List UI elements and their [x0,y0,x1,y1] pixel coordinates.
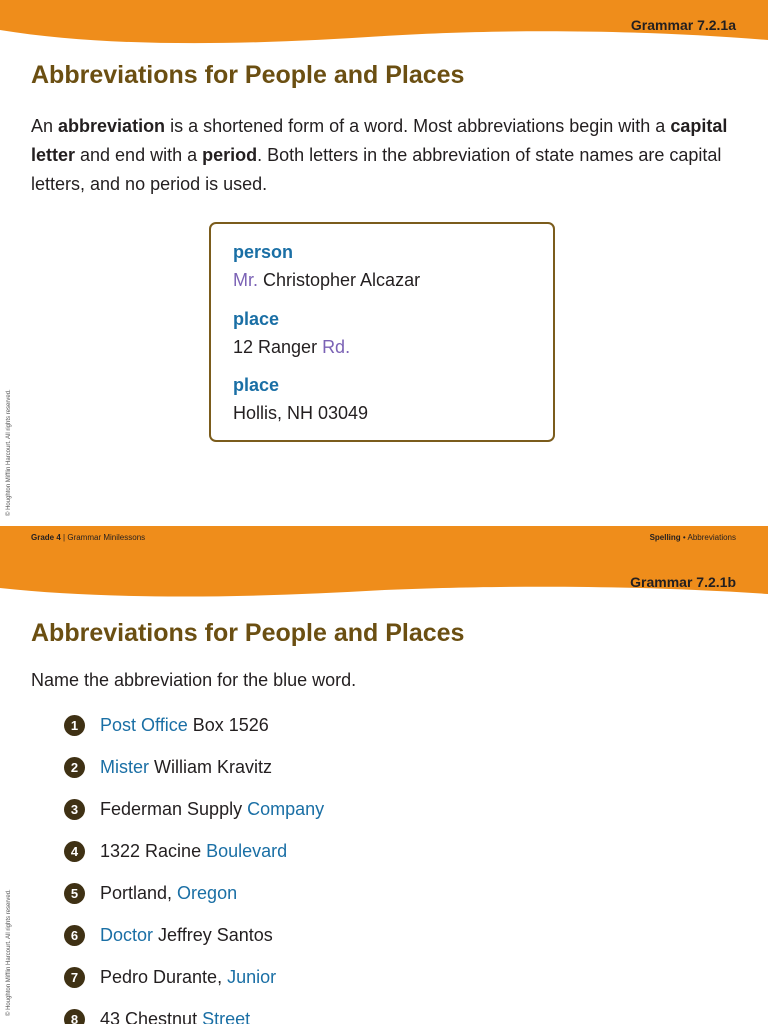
term-abbreviation: abbreviation [58,116,166,136]
previous-slide-footer: Grade 4 | Grammar Minilessons Spelling • Abbreviations [0,526,768,550]
slide-code: Grammar 7.2.1b [630,574,736,590]
number-badge: 1 [64,715,85,736]
abbreviation-text: Mr. [233,270,258,290]
blue-word: Mister [100,757,149,777]
instruction-text: Name the abbreviation for the blue word. [31,670,357,690]
example-place-state [233,375,368,431]
header-band [0,0,768,60]
slide-code: Grammar 7.2.1a [630,17,736,33]
number-badge: 5 [64,883,85,904]
term-period: period [202,145,258,165]
number-badge: 6 [64,925,85,946]
blue-word: Street [202,1009,251,1024]
copyright-notice: © Houghton Mifflin Harcourt. All rights reserved. [6,389,12,516]
footer-subtopic: Abbreviations [687,533,736,542]
example-label: place [233,375,280,395]
copyright-notice: © Houghton Mifflin Harcourt. All rights reserved. [6,889,12,1016]
number-badge: 7 [64,967,85,988]
page-title: Abbreviations for People and Places [31,61,465,89]
abbreviation-text: Rd. [322,337,351,357]
example-person [233,242,420,298]
blue-word: Boulevard [206,841,288,861]
example-text: 12 Ranger Rd. [233,337,351,357]
number-badge: 3 [64,799,85,820]
example-label: place [233,309,280,329]
number-badge: 8 [64,1009,85,1024]
blue-word: Doctor [100,925,154,945]
example-text: Mr. Christopher Alcazar [233,270,421,290]
footer-topic: Spelling [649,533,681,542]
intro-paragraph: An abbreviation is a shortened form of a word. Most abbreviations begin with a capital letter and end with a period. Both letters in the abbreviation of state names are capital letters, and no period is used. [31,116,728,194]
examples-box [209,222,555,442]
blue-word: Junior [227,967,277,987]
page-title: Abbreviations for People and Places [31,619,465,647]
number-badge: 4 [64,841,85,862]
example-place-street [233,309,350,365]
example-label: person [233,242,294,262]
blue-word: Oregon [177,883,238,903]
blue-word: Post Office [100,715,188,735]
term-capital-letter: capital letter [31,116,728,165]
slide-7-2-1b: Grade 4 | Grammar Minilessons Spelling • Abbreviations Grammar 7.2.1b Abbreviations for People and Places Name the abbreviation for the blue word. 1 Post Office Box 1526 2 Mister William Kravitz 3 Federman Supply Company 4 1322 Racine Boulevard 5 Portland, Oregon 6 Doctor Jeffrey Santos 7 Pedro Durante, Junior 8 43 Chestnut Street © Houghton Mifflin Harcourt. All rights reserved. [0,526,768,1024]
example-text: Hollis, NH 03049 [233,403,369,423]
number-badge: 2 [64,757,85,778]
footer-course: Grammar Minilessons [67,533,146,542]
footer-grade: Grade 4 [31,533,61,542]
blue-word: Company [247,799,325,819]
